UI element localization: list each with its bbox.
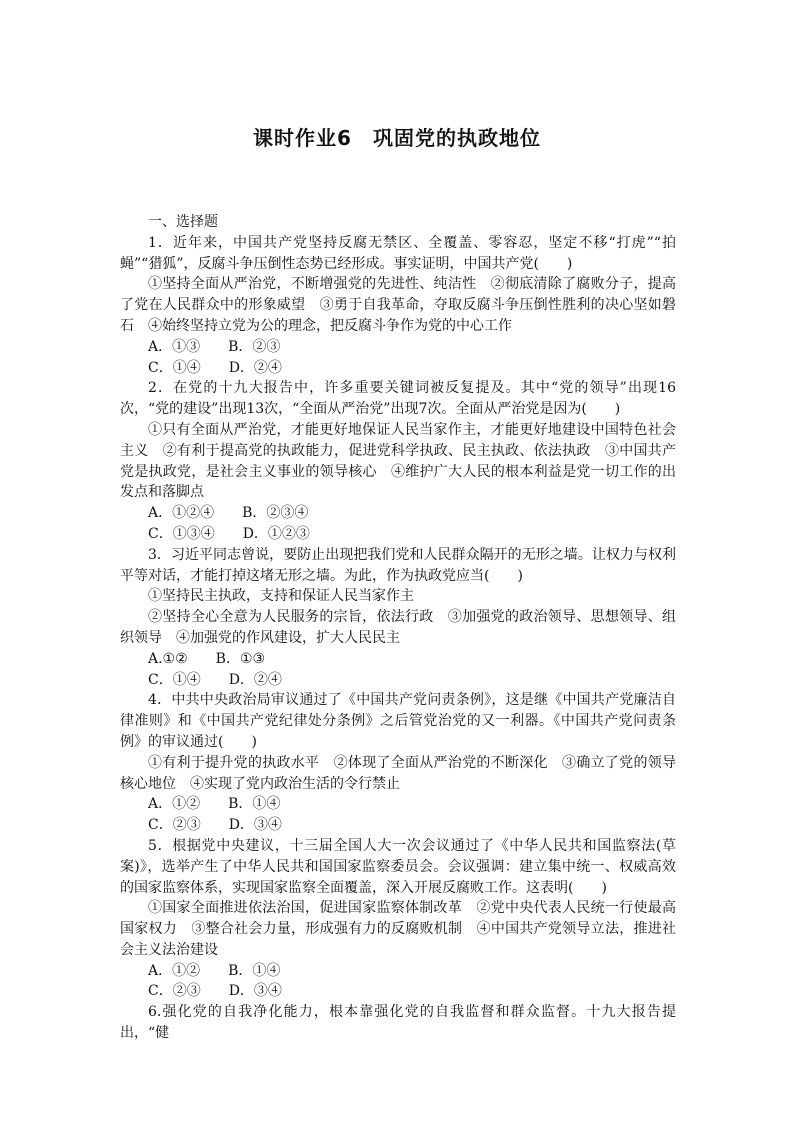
question-5-stem: 5．根据党中央建议，十三届全国人大一次会议通过了《中华人民共和国监察法(草案)》，选举产生了中华人民共和国国家监察委员会。会议强调：建立集中统一、权威高效的国家监察体系，实现国家监察全面覆盖，深入开展反腐败工作。这表明( ) [120,837,676,896]
question-3-stem: 3．习近平同志曾说，要防止出现把我们党和人民群众隔开的无形之墙。让权力与权利平等对话，才能打掉这堵无形之墙。为此，作为执政党应当( ) [120,546,676,584]
question-5-options-row1: A．①② B．①④ [148,962,281,979]
question-1-options-row2: C．①④ D．②④ [148,359,282,376]
question-2-options-row1: A．①②④ B．②③④ [148,505,309,522]
question-1-stem: 1．近年来，中国共产党坚持反腐无禁区、全覆盖、零容忍，坚定不移“打虎”“拍蝇”“猎狐”，反腐斗争压倒性态势已经形成。事实证明，中国共产党( ) [120,234,676,272]
question-2-stem: 2．在党的十九大报告中，许多重要关键词被反复提及。其中“党的领导”出现16次，“党的建设”出现13次，“全面从严治党”出现7次。全面从严治党是因为( ) [120,380,676,418]
question-4-options-row2: C．②③ D．③④ [148,817,282,834]
question-5-statements: ①国家全面推进依法治国，促进国家监察体制改革 ②党中央代表人民统一行使最高国家权力 ③整合社会力量，形成强有力的反腐败机制 ④中国共产党领导立法，推进社会主义法治建设 [120,900,676,958]
question-4-stem: 4．中共中央政治局审议通过了《中国共产党问责条例》，这是继《中国共产党廉洁自律准则》和《中国共产党纪律处分条例》之后管党治党的又一利器。《中国共产党问责条例》的审议通过( ) [120,692,676,750]
section-heading: 一、选择题 [148,214,218,230]
question-4-options-row1: A．①② B．①④ [148,796,281,813]
page-title: 课时作业6 巩固党的执政地位 [253,126,541,150]
question-4-statements: ①有利于提升党的执政水平 ②体现了全面从严治党的不断深化 ③确立了党的领导核心地位 ④实现了党内政治生活的令行禁止 [120,754,676,792]
question-6-stem: 6.强化党的自我净化能力，根本靠强化党的自我监督和群众监督。十九大报告提出，“健 [120,1004,676,1042]
question-3-statement-line-1: ①坚持民主执政，支持和保证人民当家作主 [148,588,414,605]
question-3-options-row1: A.①② B．①③ [148,650,266,667]
question-list [120,212,676,1044]
question-2-options-row2: C．①③④ D．①②③ [148,525,310,542]
question-1-options-row1: A．①③ B．②③ [148,338,281,355]
question-5-options-row2: C．②③ D．③④ [148,983,282,1000]
question-1-statements: ①坚持全面从严治党，不断增强党的先进性、纯洁性 ②彻底清除了腐败分子，提高了党在人民群众中的形象威望 ③勇于自我革命，夺取反腐斗争压倒性胜利的决心坚如磐石 ④始终坚持立党为公的理念，把反腐斗争作为党的中心工作 [120,276,676,334]
question-3-options-row2: C．①④ D．②④ [148,671,282,688]
question-2-statements: ①只有全面从严治党，才能更好地保证人民当家作主，才能更好地建设中国特色社会主义 ②有利于提高党的执政能力，促进党科学执政、民主执政、依法执政 ③中国共产党是执政党，是社会主义事业的领导核心 ④维护广大人民的根本利益是党一切工作的出发点和落脚点 [120,421,676,501]
question-3-statement-line-2: ②坚持全心全意为人民服务的宗旨，依法行政 ③加强党的政治领导、思想领导、组织领导 ④加强党的作风建设，扩大人民民主 [120,609,676,646]
